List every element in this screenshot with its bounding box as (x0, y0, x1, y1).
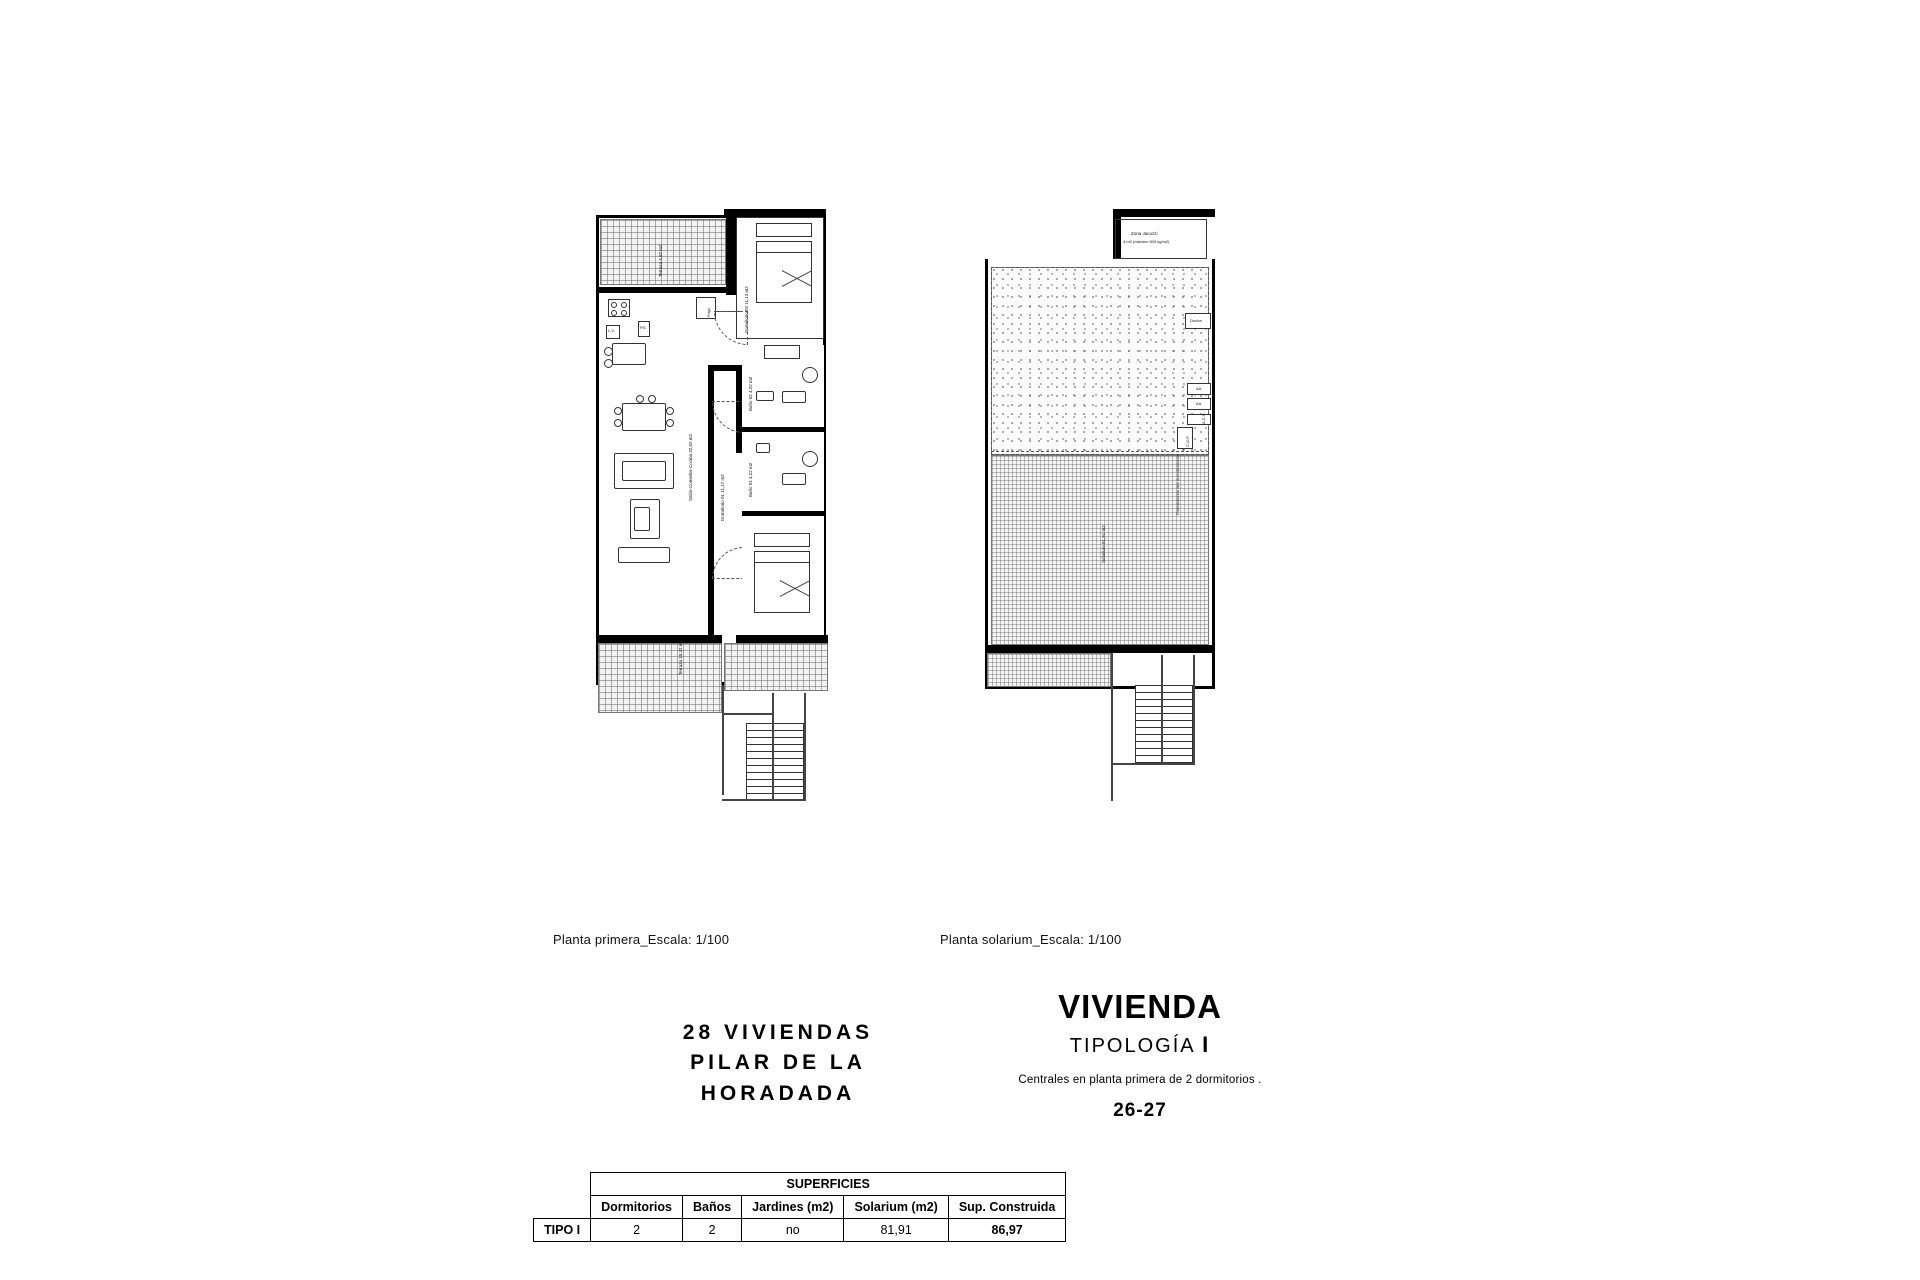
room-label-dormitorio-02: Dormitorio 02 11,13 m2 (744, 286, 749, 333)
burner-1 (611, 302, 617, 308)
solar-bottom-strip (987, 653, 1111, 687)
project-title-line-2: PILAR DE LA (690, 1051, 866, 1075)
cell-solarium: 81,91 (844, 1219, 948, 1242)
typology-label: TIPOLOGÍA (1069, 1035, 1195, 1057)
typology-value: I (1202, 1032, 1211, 1057)
room-label-bano-01: Baño 01 4,22 m2 (748, 462, 753, 497)
label-pe: P.E. (640, 325, 648, 330)
first-floor-plan (596, 215, 886, 915)
typology-description: Centrales en planta primera de 2 dormitorios . (1018, 1074, 1262, 1086)
acs-unit (1187, 414, 1211, 425)
label-frigo: Frigo (706, 307, 711, 317)
room-bano-01 (742, 432, 824, 512)
label-lv: L.V. (608, 328, 615, 333)
label-solarium: Solarium 81,91 m2 (1101, 525, 1106, 563)
wall-top (724, 209, 826, 217)
solar-wall-bottom-right (1111, 645, 1215, 653)
stool-2 (604, 359, 613, 368)
dining-chair-1 (614, 407, 622, 415)
project-title-line-1: 28 VIVIENDAS (682, 1021, 874, 1044)
stair-outer-edge (804, 693, 806, 801)
zone-divider (991, 451, 1209, 452)
project-title (648, 1018, 908, 1109)
wardrobe-bedroom-02 (756, 223, 812, 237)
room-label-dormitorio-01: Dormitorio 01 11,17 m2 (720, 474, 725, 521)
washbasin-01 (802, 451, 818, 467)
label-cgp: C.G.P. (1185, 435, 1190, 447)
burner-3 (611, 310, 617, 316)
solar-stair-rail-left (1111, 653, 1113, 801)
table-header-dormitorios: Dormitorios (591, 1196, 683, 1219)
cell-dormitorios: 2 (591, 1219, 683, 1242)
kitchen-island (612, 343, 646, 365)
table-header-solarium: Solarium (m2) (844, 1196, 948, 1219)
caption-first-floor: Planta primera_Escala: 1/100 (553, 932, 730, 947)
room-label-bano-02: Baño 02 4,22 m2 (748, 376, 753, 411)
table-header-jardines: Jardines (m2) (742, 1196, 844, 1219)
solar-wall-top (1113, 209, 1215, 217)
caption-solarium: Planta solarium_Escala: 1/100 (940, 932, 1122, 947)
dining-chair-5 (636, 395, 644, 403)
label-aa-1: AA (1196, 386, 1202, 391)
dining-chair-2 (614, 419, 622, 427)
terrace-bottom-tiles (598, 643, 722, 713)
room-label-terraza-bottom: Terraza 10,32 m2 (678, 639, 683, 675)
dining-chair-3 (666, 407, 674, 415)
stair-bottom-edge (722, 799, 806, 801)
wall-terrace-bottom (596, 287, 730, 293)
dining-table (622, 403, 666, 431)
burner-4 (621, 310, 627, 316)
label-ducha: Ducha (1190, 318, 1202, 323)
toilet-02 (782, 391, 806, 403)
cabinet-01 (756, 443, 770, 453)
solar-wall-bottom-left (985, 645, 1111, 653)
label-preinstalacion: Preinstalación aire acondicionado (1175, 455, 1180, 515)
table-header-construida: Sup. Construida (948, 1196, 1066, 1219)
wall-bottom-right (736, 635, 828, 643)
burner-2 (621, 302, 627, 308)
unit-code: 26-27 (1113, 1100, 1167, 1121)
room-label-terraza-top: Terraza 4,92 m2 (658, 244, 663, 277)
typology-block (995, 988, 1285, 1122)
dining-chair-4 (666, 419, 674, 427)
tv-unit (618, 547, 670, 563)
wall-bottom-left (596, 635, 722, 643)
solar-stair-bottom (1111, 763, 1195, 765)
pillow-bedroom-01 (754, 551, 810, 563)
label-aa-2: AA (1196, 401, 1202, 406)
table-row-title (534, 1173, 1066, 1196)
vivienda-heading: VIVIENDA (1058, 988, 1222, 1025)
bed-cover-bedroom-02 (782, 255, 812, 301)
wall-vertical-top (726, 211, 736, 295)
solar-stair-outer (1193, 655, 1195, 765)
room-label-salon: Salón-Comedor-Cocina 32,62 m2 (688, 433, 693, 501)
dining-chair-6 (648, 395, 656, 403)
label-jacuzzi-note: 4 m2 (máximo 500 kg/m2) (1123, 239, 1170, 244)
rug (634, 507, 650, 531)
exterior-stairs (746, 723, 804, 801)
table-corner-blank (534, 1173, 591, 1196)
typology-line (995, 1032, 1285, 1058)
shower-tray-02 (764, 345, 800, 359)
solar-exterior-stairs (1135, 685, 1193, 765)
washbasin-02 (802, 367, 818, 383)
table-row (534, 1219, 1066, 1242)
terrace-bottom-right-tiles (724, 643, 828, 691)
table-title: SUPERFICIES (591, 1173, 1066, 1196)
table-row-label: TIPO I (534, 1219, 591, 1242)
solar-stair-rail-right (1161, 655, 1163, 765)
bed-cover-bedroom-01 (780, 565, 810, 611)
solarium-plan (985, 215, 1275, 915)
stair-rail-right (772, 693, 774, 801)
stool-1 (604, 347, 613, 356)
cell-banos: 2 (682, 1219, 741, 1242)
bidet-02 (756, 391, 774, 401)
wardrobe-bedroom-01 (754, 533, 810, 547)
table-corner-blank-2 (534, 1196, 591, 1219)
sofa-cushions (622, 461, 666, 481)
table-row-headers (534, 1196, 1066, 1219)
table-header-banos: Baños (682, 1196, 741, 1219)
terrace-edge (722, 713, 772, 715)
label-acs: A.C.S. (1201, 412, 1206, 424)
cell-construida: 86,97 (948, 1219, 1066, 1242)
label-jacuzzi: Zona Jacuzzi (1131, 231, 1158, 236)
pillow-bedroom-02 (756, 241, 812, 253)
project-title-line-3: HORADADA (700, 1081, 856, 1105)
cell-jardines: no (742, 1219, 844, 1242)
surfaces-table (533, 1172, 1066, 1242)
stair-rail-left (722, 685, 724, 795)
toilet-01 (782, 473, 806, 485)
